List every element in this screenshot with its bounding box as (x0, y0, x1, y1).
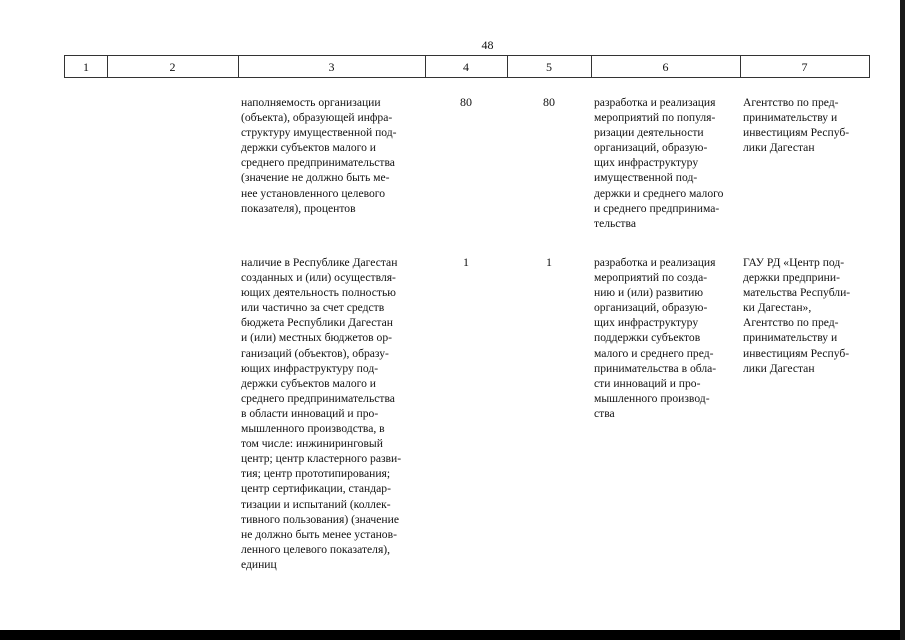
column-number-2: 2 (169, 60, 176, 74)
row2-executor-text: ГАУ РД «Центр под- держки предприни- мательства Республи- ки Дагестан», Агентство по пред- принимательству и инвестициям Респуб- лики Дагестан (743, 256, 851, 375)
column-number-7: 7 (801, 60, 808, 74)
column-number-3: 3 (328, 60, 335, 74)
row1-executor-text: Агентство по пред- принимательству и инвестициям Респуб- лики Дагестан (743, 96, 850, 155)
page-number: 48 (481, 38, 494, 52)
header-top-rule (64, 55, 870, 56)
scan-right-edge (900, 0, 905, 640)
row2-value-a: 1 (463, 255, 469, 269)
column-number-6: 6 (662, 60, 669, 74)
row2-measure-text: разработка и реализация мероприятий по созда- нию и (или) развитию организаций, образую- щих инфраструктуру поддержки субъектов малого и среднего пред- принимательства в обла- сти инноваций и про- мышленного производ- ства (594, 256, 717, 420)
scan-bottom-edge (0, 630, 905, 640)
row1-indicator-text: наполняемость организации (объекта), образующей инфра- структуру имущественной под- держки субъектов малого и среднего предпринимательства (значение не должно быть ме- нее установленного целевого показателя), процентов (241, 96, 397, 215)
header-divider-8 (869, 55, 870, 78)
column-number-1: 1 (83, 60, 89, 74)
row1-value-a: 80 (460, 95, 472, 109)
row2-value-b: 1 (546, 255, 552, 269)
column-number-4: 4 (463, 60, 469, 74)
column-number-5: 5 (546, 60, 552, 74)
row1-value-b: 80 (543, 95, 555, 109)
row2-indicator-text: наличие в Республике Дагестан созданных и (или) осуществля- ющих деятельность полностью или частично за счет средств бюджета Республики Дагестан и (или) местных бюджетов ор- ганизаций (объектов), образу- ющих инфраструктуру под- держки субъектов малого и среднего предпринимательства в области инноваций и про- мышленного производства, в том числе: инжиниринговый центр; центр кластерного разви- тия; центр прототипирования; центр сертификации, стандар- тизации и испытаний (коллек- тивного пользования) (значение не должно быть менее установ- ленного целевого показателя), единиц (241, 256, 402, 571)
header-bottom-rule (64, 77, 870, 78)
row1-measure-text: разработка и реализация мероприятий по популя- ризации деятельности организаций, образую- щих инфраструктуру имущественной под- держки и среднего малого и среднего предпринима- тельства (594, 96, 724, 230)
